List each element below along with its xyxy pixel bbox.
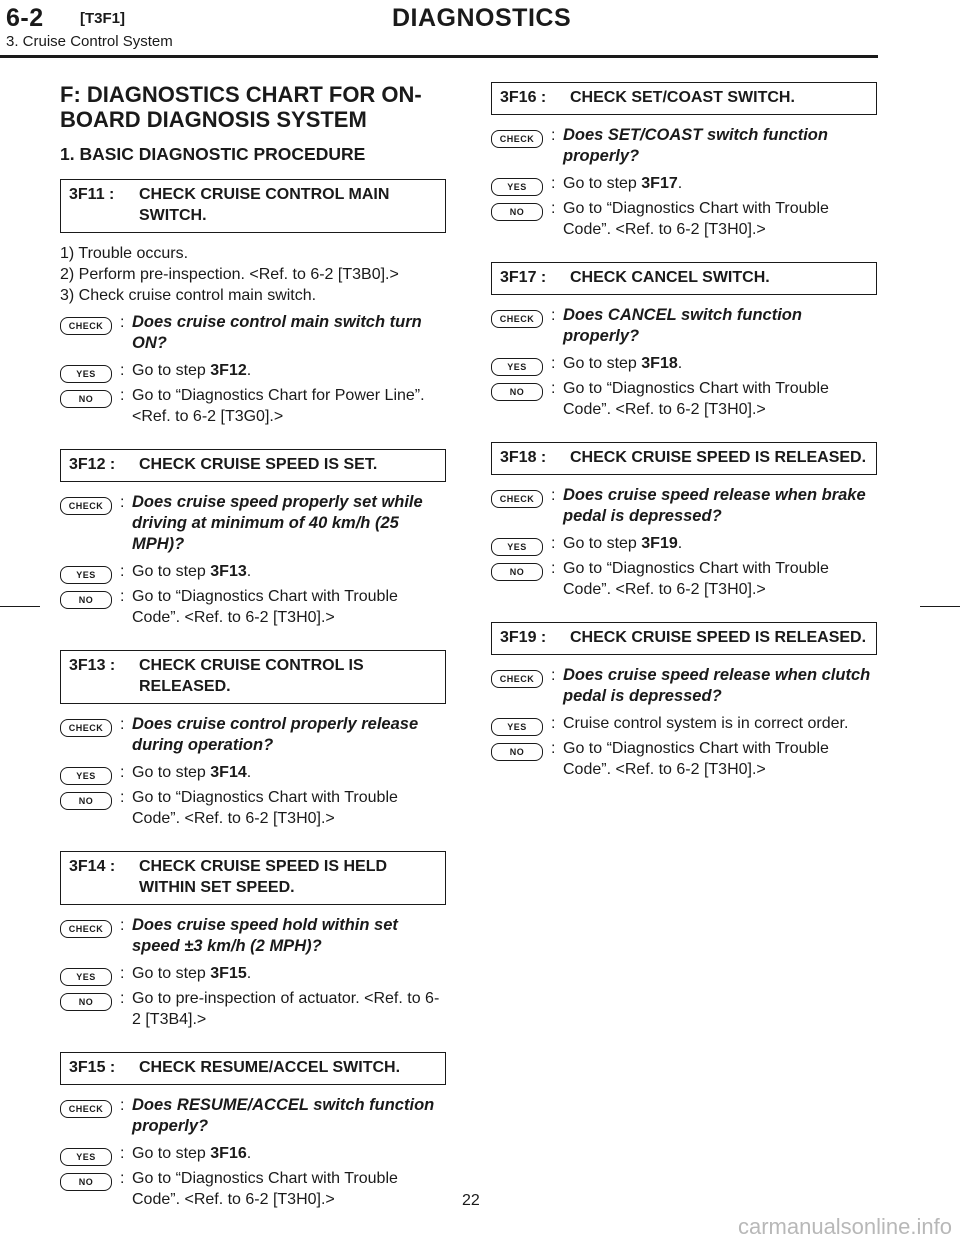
colon: : [120,588,125,605]
header-rule [0,55,878,58]
check-badge-icon: CHECK [60,920,112,938]
step-title: CHECK SET/COAST SWITCH. [570,89,795,106]
colon: : [120,716,125,733]
check-row [60,714,446,756]
yes-text [132,963,446,984]
no-badge-icon: NO [491,203,543,221]
no-row [60,787,446,829]
no-text: Go to “Diagnostics Chart with Trouble Code”. <Ref. to 6-2 [T3H0].> [132,588,398,626]
subsection-title: 1. BASIC DIAGNOSTIC PROCEDURE [60,144,366,164]
no-badge-wrap [60,385,120,408]
yes-prefix: Go to step [563,355,642,372]
colon: : [120,764,125,781]
no-text: Go to “Diagnostics Chart with Trouble Code”. <Ref. to 6-2 [T3H0].> [563,560,829,598]
check-badge-wrap [60,312,120,335]
diagnostic-step [491,82,877,240]
check-text: Does cruise speed properly set while driving at minimum of 40 km/h (25 MPH)? [132,493,423,553]
check-badge-icon: CHECK [491,310,543,328]
check-badge-icon: CHECK [491,490,543,508]
no-badge-wrap [60,787,120,810]
colon: : [120,789,125,806]
check-row [60,1095,446,1137]
check-badge-icon: CHECK [60,719,112,737]
colon: : [120,990,125,1007]
yes-suffix: . [246,965,252,982]
no-row [60,1168,446,1210]
step-box-row [500,267,868,288]
yes-suffix: . [246,764,252,781]
no-badge-wrap [60,586,120,609]
step-id: 3F19 : [500,629,547,646]
yes-text [132,1143,446,1164]
yes-badge-icon: YES [60,968,112,986]
check-row [491,485,877,527]
no-row [60,988,446,1030]
yes-prefix: Go to step [563,175,642,192]
no-badge-icon: NO [491,743,543,761]
no-text: Go to “Diagnostics Chart for Power Line”. <Ref. to 6-2 [T3G0].> [132,387,425,425]
no-badge-wrap [491,198,551,221]
step-title: CHECK CRUISE CONTROL MAIN SWITCH. [139,186,390,224]
yes-badge-icon: YES [60,767,112,785]
check-row [60,312,446,354]
step-box-row [500,447,868,468]
yes-text [132,762,446,783]
colon: : [551,127,556,144]
section-code: [T3F1] [80,10,125,27]
left-margin-mark [0,606,40,607]
step-box [491,262,877,295]
step-title: CHECK CRUISE SPEED IS SET. [139,456,378,473]
no-badge-icon: NO [491,383,543,401]
yes-prefix: Go to step [132,764,211,781]
check-row [60,915,446,957]
check-text: Does cruise speed release when clutch pedal is depressed? [563,666,871,705]
step-box-row [69,1057,437,1078]
yes-badge-icon: YES [491,358,543,376]
no-row [491,738,877,780]
step-title: CHECK CRUISE SPEED IS RELEASED. [570,629,867,646]
yes-text [132,561,446,582]
yes-suffix: . [246,563,252,580]
right-steps [491,82,877,780]
no-text: Go to “Diagnostics Chart with Trouble Code”. <Ref. to 6-2 [T3H0].> [132,1170,398,1208]
check-row [491,305,877,347]
yes-text [563,533,877,554]
no-badge-wrap [491,378,551,401]
check-badge-wrap [60,492,120,515]
check-badge-wrap [491,665,551,688]
step-box-row [500,87,868,108]
yes-badge-wrap [491,353,551,376]
no-text: Go to “Diagnostics Chart with Trouble Code”. <Ref. to 6-2 [T3H0].> [563,380,829,418]
colon: : [551,200,556,217]
colon: : [551,535,556,552]
yes-step-ref: 3F14 [210,764,247,781]
step-id: 3F16 : [500,89,547,106]
check-text: Does cruise speed release when brake pedal is depressed? [563,486,866,525]
check-badge-icon: CHECK [491,670,543,688]
no-text: Go to pre-inspection of actuator. <Ref. to 6-2 [T3B4].> [132,990,440,1028]
step-box [491,622,877,655]
step-box-row [69,655,437,697]
colon: : [551,560,556,577]
colon: : [120,1097,125,1114]
step-id: 3F12 : [69,456,116,473]
yes-badge-icon: YES [491,718,543,736]
no-row [491,378,877,420]
page-title: DIAGNOSTICS [392,4,572,32]
check-text: Does cruise speed hold within set speed ±3 km/h (2 MPH)? [132,916,398,955]
yes-row [491,353,877,376]
yes-prefix: Go to step [132,362,211,379]
yes-prefix: Go to step [563,535,642,552]
yes-step-ref: 3F19 [641,535,678,552]
check-badge-wrap [491,125,551,148]
step-title: CHECK CANCEL SWITCH. [570,269,770,286]
check-row [60,492,446,555]
diagnostic-step [491,262,877,420]
no-badge-wrap [60,988,120,1011]
step-title: CHECK RESUME/ACCEL SWITCH. [139,1059,401,1076]
yes-step-ref: 3F17 [641,175,678,192]
no-row [60,586,446,628]
colon: : [551,380,556,397]
colon: : [551,667,556,684]
colon: : [120,314,125,331]
step-box-row [69,184,437,226]
no-text: Go to “Diagnostics Chart with Trouble Code”. <Ref. to 6-2 [T3H0].> [132,789,398,827]
page-subtitle: 3. Cruise Control System [6,33,173,50]
yes-badge-wrap [60,1143,120,1166]
yes-suffix: . [246,1145,252,1162]
diagnostic-step [491,442,877,600]
diagnostic-step [60,1052,446,1210]
yes-suffix: . [677,535,683,552]
yes-badge-icon: YES [60,365,112,383]
step-id: 3F15 : [69,1059,116,1076]
colon: : [551,487,556,504]
step-box [60,851,446,905]
colon: : [120,362,125,379]
yes-row [60,963,446,986]
step-box [60,650,446,704]
step-box [60,1052,446,1085]
no-text: Go to “Diagnostics Chart with Trouble Code”. <Ref. to 6-2 [T3H0].> [563,740,829,778]
check-badge-wrap [491,305,551,328]
no-row [60,385,446,427]
yes-row [60,1143,446,1166]
yes-step-ref: 3F18 [641,355,678,372]
diagnostic-step [491,622,877,780]
yes-row [491,173,877,196]
step-id: 3F18 : [500,449,547,466]
yes-prefix: Go to step [132,563,211,580]
yes-badge-wrap [60,762,120,785]
no-badge-icon: NO [60,390,112,408]
right-column [491,82,877,802]
step-box [60,449,446,482]
yes-suffix: . [246,362,252,379]
yes-badge-icon: YES [60,566,112,584]
check-text: Does cruise control properly release during operation? [132,715,419,754]
yes-text [563,713,877,734]
step-box [491,442,877,475]
colon: : [551,307,556,324]
check-badge-icon: CHECK [60,497,112,515]
step-title: CHECK CRUISE SPEED IS RELEASED. [570,449,867,466]
yes-badge-wrap [491,713,551,736]
yes-step-ref: 3F12 [210,362,247,379]
step-id: 3F11 : [69,186,115,203]
yes-badge-wrap [491,173,551,196]
no-badge-icon: NO [60,1173,112,1191]
check-text: Does cruise control main switch turn ON? [132,313,422,352]
left-steps [60,179,446,1210]
pre-step: 2) Perform pre-inspection. <Ref. to 6-2 [T3B0].> [60,266,399,283]
no-badge-wrap [491,738,551,761]
yes-badge-icon: YES [60,1148,112,1166]
yes-badge-wrap [60,963,120,986]
colon: : [120,1145,125,1162]
left-column [60,82,446,1232]
no-badge-icon: NO [60,993,112,1011]
colon: : [120,1170,125,1187]
colon: : [551,175,556,192]
yes-row [491,713,877,736]
yes-text [563,353,877,374]
check-text: Does CANCEL switch function properly? [563,306,802,345]
colon: : [120,563,125,580]
check-badge-icon: CHECK [491,130,543,148]
check-badge-icon: CHECK [60,317,112,335]
right-margin-mark [920,606,960,607]
no-row [491,198,877,240]
no-badge-wrap [60,1168,120,1191]
yes-row [60,762,446,785]
yes-suffix: . [677,355,683,372]
check-badge-wrap [491,485,551,508]
check-row [491,665,877,707]
step-box [60,179,446,233]
yes-step-ref: 3F16 [210,1145,247,1162]
colon: : [120,387,125,404]
colon: : [120,917,125,934]
check-row [491,125,877,167]
yes-badge-wrap [60,561,120,584]
colon: : [120,965,125,982]
no-text: Go to “Diagnostics Chart with Trouble Code”. <Ref. to 6-2 [T3H0].> [563,200,829,238]
pre-step: 3) Check cruise control main switch. [60,287,317,304]
colon: : [551,740,556,757]
diagnostic-step [60,650,446,829]
yes-badge-icon: YES [491,178,543,196]
colon: : [120,494,125,511]
yes-row [60,360,446,383]
step-box [491,82,877,115]
step-title: CHECK CRUISE CONTROL IS RELEASED. [139,657,364,695]
yes-step-ref: 3F15 [210,965,247,982]
yes-row [60,561,446,584]
step-id: 3F14 : [69,858,116,875]
pre-steps [60,243,446,306]
check-text: Does RESUME/ACCEL switch function properly? [132,1096,435,1135]
yes-text [563,173,877,194]
step-box-row [500,627,868,648]
diagnostic-step [60,851,446,1030]
check-badge-wrap [60,915,120,938]
watermark: carmanualsonline.info [737,1214,952,1239]
colon: : [551,715,556,732]
yes-text [132,360,446,381]
no-badge-icon: NO [60,591,112,609]
no-badge-icon: NO [491,563,543,581]
page-number: 22 [462,1192,480,1209]
pre-step: 1) Trouble occurs. [60,245,189,262]
step-box-row [69,856,437,898]
no-row [491,558,877,600]
check-text: Does SET/COAST switch function properly? [563,126,828,165]
diagnostic-step [60,179,446,427]
check-badge-wrap [60,1095,120,1118]
yes-prefix: Go to step [132,965,211,982]
check-badge-icon: CHECK [60,1100,112,1118]
no-badge-icon: NO [60,792,112,810]
step-box-row [69,454,437,475]
check-badge-wrap [60,714,120,737]
diagnostic-step [60,449,446,628]
colon: : [551,355,556,372]
step-id: 3F13 : [69,657,116,674]
yes-suffix: . [677,175,683,192]
section-title: F: DIAGNOSTICS CHART FOR ON-BOARD DIAGNOSIS SYSTEM [60,82,422,132]
no-badge-wrap [491,558,551,581]
yes-prefix: Go to step [132,1145,211,1162]
yes-badge-icon: YES [491,538,543,556]
step-id: 3F17 : [500,269,547,286]
yes-badge-wrap [60,360,120,383]
yes-prefix: Cruise control system is in correct order. [563,715,849,732]
section-number: 6-2 [6,4,44,32]
yes-step-ref: 3F13 [210,563,247,580]
yes-row [491,533,877,556]
yes-badge-wrap [491,533,551,556]
step-title: CHECK CRUISE SPEED IS HELD WITHIN SET SPEED. [139,858,388,896]
